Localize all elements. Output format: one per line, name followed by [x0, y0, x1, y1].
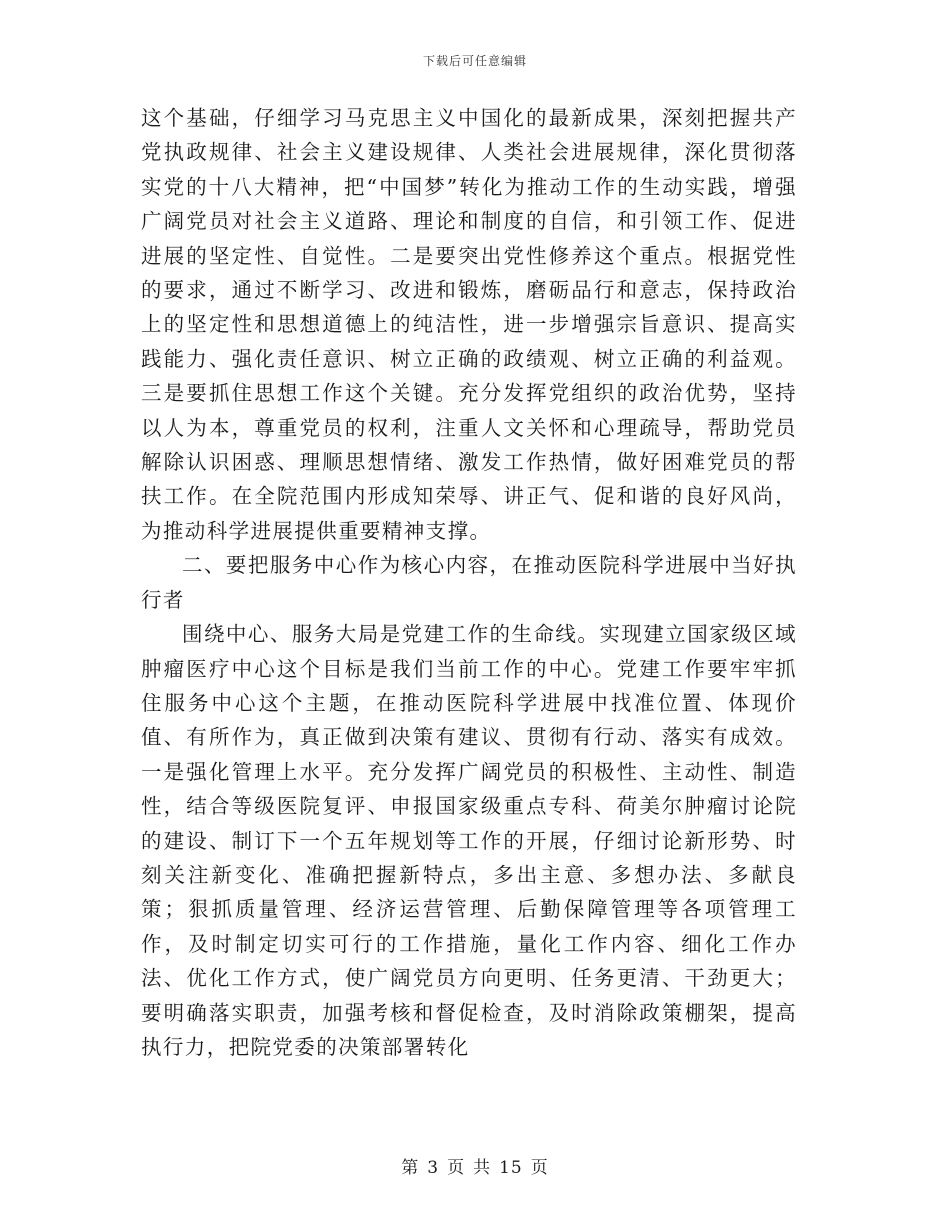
- footer-label-page: 第: [401, 1158, 420, 1178]
- footer-total-pages: 15: [499, 1158, 523, 1178]
- page-header: 下载后可任意编辑: [422, 54, 527, 68]
- page-footer: [0, 1153, 950, 1178]
- paragraph-2-heading: 二、要把服务中心作为核心内容，在推动医院科学进展中当好执行者: [141, 553, 797, 612]
- document-body: [141, 101, 797, 1064]
- footer-current-page: 3: [427, 1158, 440, 1178]
- footer-label-page-unit: 页: [447, 1158, 466, 1178]
- footer-label-total-unit: 页: [530, 1158, 549, 1178]
- paragraph-1: 这个基础，仔细学习马克思主义中国化的最新成果，深刻把握共产党执政规律、社会主义建设规律、人类社会进展规律，深化贯彻落实党的十八大精神，把“中国梦”转化为推动工作的生动实践，增强广阔党员对社会主义道路、理论和制度的自信，和引领工作、促进进展的坚定性、自觉性。二是要突出党性修养这个重点。根据党性的要求，通过不断学习、改进和锻炼，磨砺品行和意志，保持政治上的坚定性和思想道德上的纯洁性，进一步增强宗旨意识、提高实践能力、强化责任意识、树立正确的政绩观、树立正确的利益观。三是要抓住思想工作这个关键。充分发挥党组织的政治优势，坚持以人为本，尊重党员的权利，注重人文关怀和心理疏导，帮助党员解除认识困惑、理顺思想情绪、激发工作热情，做好困难党员的帮扶工作。在全院范围内形成知荣辱、讲正气、促和谐的良好风尚，为推动科学进展提供重要精神支撑。: [141, 106, 797, 543]
- footer-label-total: 共: [473, 1158, 492, 1178]
- paragraph-3: 围绕中心、服务大局是党建工作的生命线。实现建立国家级区域肿瘤医疗中心这个目标是我们当前工作的中心。党建工作要牢牢抓住服务中心这个主题，在推动医院科学进展中找准位置、体现价值、有所作为，真正做到决策有建议、贯彻有行动、落实有成效。一是强化管理上水平。充分发挥广阔党员的积极性、主动性、制造性，结合等级医院复评、申报国家级重点专科、荷美尔肿瘤讨论院的建设、制订下一个五年规划等工作的开展，仔细讨论新形势、时刻关注新变化、准确把握新特点，多出主意、多想办法、多献良策；狠抓质量管理、经济运营管理、后勤保障管理等各项管理工作，及时制定切实可行的工作措施，量化工作内容、细化工作办法、优化工作方式，使广阔党员方向更明、任务更清、干劲更大；要明确落实职责，加强考核和督促检查，及时消除政策棚架，提高执行力，把院党委的决策部署转化: [141, 622, 797, 1059]
